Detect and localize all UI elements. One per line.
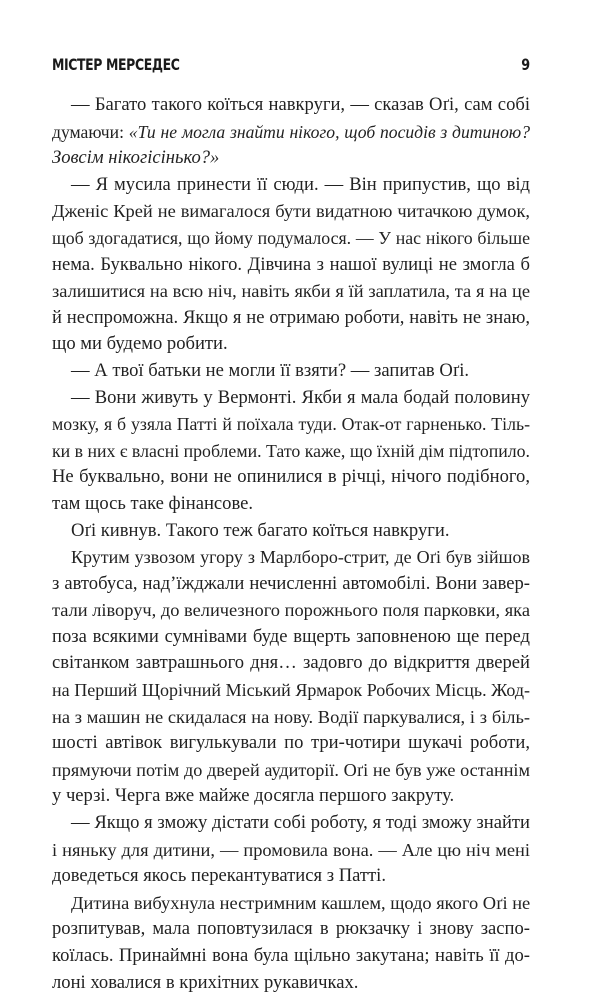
text-line [52,677,530,704]
text-span: там щось таке фінансове. [52,492,254,514]
text-line [52,331,530,358]
text-line [52,970,530,996]
text-line [52,464,530,491]
text-line [52,704,530,731]
text-line [52,730,530,757]
italic-text-span: «Ти не могла знайти нікого, щоб посидів з дитиною? [128,121,530,142]
text-line [52,119,530,146]
body-text [52,92,530,996]
text-span: Не буквально, вони не опинилися в річці, нічого подібного, [52,466,530,488]
text-span: — Я мусила принести її сюди. — Він припустив, що від [71,173,530,195]
text-line [52,518,530,545]
text-span: що ми будемо робити. [52,333,228,355]
text-line [52,92,530,119]
text-span: мозку, я б узяла Патті й поїхала туди. Отак-от гарненько. Тіль- [52,414,530,435]
text-span: залишитися на всю ніч, навіть якби я їй заплатила, та я на це [52,281,530,302]
text-span: з автобуса, над’їжджали нечисленні автомобілі. Вони завер- [52,572,530,594]
text-line [52,650,530,677]
text-line [52,145,530,172]
text-span: тали ліворуч, до величезного порожнього поля парковки, яка [52,600,530,621]
text-line [52,890,530,917]
text-line [52,571,530,598]
text-line [52,943,530,970]
text-line [52,411,530,438]
text-line [52,544,530,571]
text-span: на з машин не скидалася на нову. Водії паркувалися, і з біль- [52,706,530,727]
text-line [52,305,530,332]
text-span: думаючи: [52,121,129,142]
text-span: Оґі кивнув. Такого теж багато коїться навкруги. [71,519,450,541]
text-line [52,810,530,837]
text-span: коїлась. Принаймні вона була щільно закутана; навіть її до- [52,945,530,966]
text-span: ки в них є власні проблеми. Тато каже, що їхній дім підтопило. [52,440,530,461]
running-title: МІСТЕР МЕРСЕДЕС [52,55,180,74]
italic-text-span: Зовсім нікогісінько?» [52,147,220,169]
text-line [52,438,530,465]
text-span: Крутим узвозом угору з Марлборо-стрит, де Оґі був зійшов [71,547,530,568]
text-line [52,385,530,412]
text-span: Дитина вибухнула нестримним кашлем, щодо якого Оґі не [71,892,531,913]
text-line [52,783,530,810]
text-span: поза всякими сумнівами буде вщерть заповненою ще перед [52,625,530,647]
text-span: у черзі. Черга вже майже досягла першого закруту. [52,785,455,807]
page-header [52,55,530,83]
page-number: 9 [521,55,530,74]
text-span: і няньку для дитини, — промовила вона. — Але цю ніч мені [52,839,530,860]
text-span: Дженіс Крей не вимагалося бути видатною читачкою думок, [52,201,530,222]
text-span: світанком завтрашнього дня… задовго до відкриття дверей [52,652,530,674]
text-line [52,358,530,385]
text-span: — А твої батьки не могли її взяти? — запитав Оґі. [71,359,470,381]
text-span: шості автівок вигулькували по три-чотири шукачі роботи, [52,732,530,754]
text-span: лоні ховалися в крихітних рукавичках. [52,971,359,993]
text-span: на Перший Щорічний Міський Ярмарок Робочих Місць. Жод- [52,680,530,701]
text-line [52,278,530,305]
text-span: й неспроможна. Якщо я не отримаю роботи, навіть не знаю, [52,306,530,328]
text-line [52,863,530,890]
text-line [52,491,530,518]
text-span: прямуючи потім до дверей аудиторії. Оґі не був уже останнім [52,759,530,780]
text-line [52,916,530,943]
text-span: доведеться якось перекантуватися з Патті. [52,865,386,887]
text-line [52,225,530,252]
text-span: розпитував, мала поповтузилася в рюкзачку і знову заспо- [52,918,530,940]
text-span: щоб здогадатися, що йому подумалося. — У нас нікого більше [52,227,530,248]
text-line [52,757,530,784]
text-span: — Якщо я зможу дістати собі роботу, я тоді зможу знайти [71,812,530,834]
text-line [52,198,530,225]
text-span: — Вони живуть у Вермонті. Якби я мала бодай половину [71,386,530,408]
text-line [52,172,530,199]
text-line [52,252,530,279]
text-line [52,624,530,651]
text-line [52,597,530,624]
text-line [52,837,530,864]
text-span: — Багато такого коїться навкруги, — сказав Оґі, сам собі [71,94,530,115]
text-span: нема. Буквально нікого. Дівчина з нашої вулиці не змогла б [52,253,530,275]
